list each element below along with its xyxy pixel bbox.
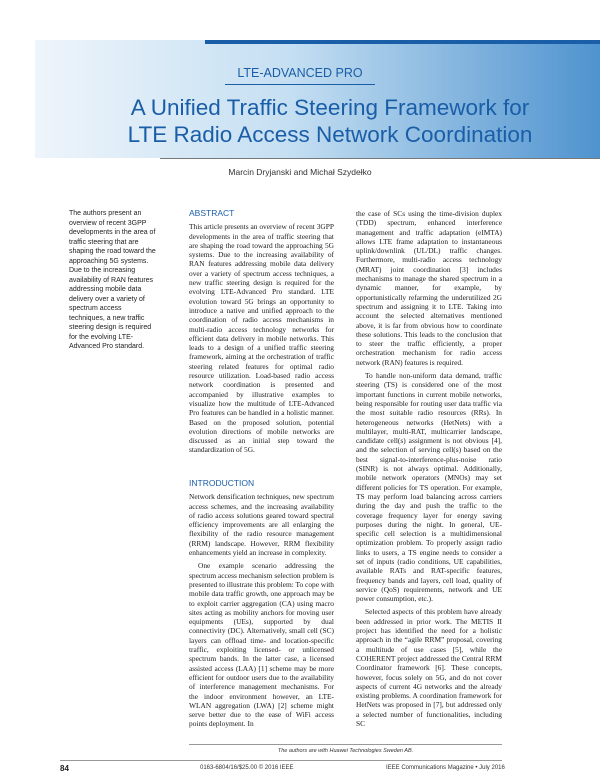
- title-line-1: A Unified Traffic Steering Framework for: [130, 95, 530, 120]
- page-number: 84: [60, 764, 69, 773]
- journal-info: IEEE Communications Magazine • July 2016: [386, 765, 505, 771]
- footnote-divider: [189, 744, 502, 745]
- section-underline: [225, 84, 375, 85]
- introduction-heading: INTRODUCTION: [189, 478, 255, 488]
- section-label-text: LTE-ADVANCED PRO: [237, 66, 363, 80]
- abstract-text: This article presents an overview of recent 3GPP developments in the area of traffic steering that are shaping the road toward the approaching 5G systems. Due to the increasing availability of RAN features addressing mobile data delivery over a variety of spectrum access techniques, a new traffic steering design is required for the evolving LTE-Advanced Pro standard. LTE evolution toward 5G brings an opportunity to introduce a native and unified approach to the coordination of radio access mechanisms in multi-radio access technology networks for efficient data delivery in mobile networks. This leads to a design of a unified traffic steering framework, aiming at the orchestration of traffic steering related features for optimal radio resource utilization. Load-based radio access network coordination is presented and accompanied by illustrative examples to visualize how the multitude of LTE-Advanced Pro features can be handled in a holistic manner. Based on the proposed solution, potential evolution directions of mobile networks are discussed as an initial step toward the standardization of 5G.: [189, 222, 334, 455]
- introduction-paragraph-1: Network densification techniques, new spectrum access schemes, and the increasing availability of radio access solutions geared toward spectral efficiency improvements are all enlarging the flexibility of the radio resource management (RRM) landscape. However, RRM flexibility enhancements yield an increase in complexity.: [189, 492, 334, 558]
- title-line-2: LTE Radio Access Network Coordination: [127, 122, 533, 147]
- section-label: [0, 66, 600, 85]
- right-column-paragraph-2: To handle non-uniform data demand, traffic steering (TS) is considered one of the most important functions in current mobile networks, being responsible for routing user data traffic via the most suitable radio resources (RRs). In heterogeneous networks (HetNets) with a multilayer, multi-RAT, multicarrier landscape, candidate cell(s) assignment is not obvious [4], and the selection of serving cell(s) based on the best signal-to-interference-plus-noise ratio (SINR) is not always optimal. Additionally, mobile network operators (MNOs) may set different policies for TS operation. For example, TS may perform load balancing across carriers during the day and push the traffic to the coverage frequency layer for energy saving purposes during the night. In general, UE-specific cell selection is a multidimensional optimization problem. To properly assign radio links to users, a TS engine needs to consider a set of inputs (radio conditions, UE capabilities, available RATs and RAT-specific features, frequency bands and layers, cell load, quality of service (QoS) requirements, network and UE power consumption, etc.).: [356, 371, 502, 604]
- footer-divider: [60, 760, 502, 761]
- abstract-heading: ABSTRACT: [189, 208, 235, 218]
- introduction-section: [189, 479, 334, 733]
- right-column: [356, 209, 502, 732]
- introduction-paragraph-2: One example scenario addressing the spectrum access mechanism selection problem is presented to illustrate this problem: To cope with mobile data traffic growth, one approach may be to exploit carrier aggregation (CA) using macro sites acting as mobility anchors for moving user equipments (UEs), supported by dual connectivity (DC). Alternatively, small cell (SC) layers can offload time- and location-specific traffic, exploiting licensed- or unlicensed spectrum bands. In the latter case, a licensed assisted access (LAA) [1] scheme may be more efficient for outdoor users due to the availability of interference management mechanisms. For the indoor environment however, an LTE-WLAN aggregation (LWA) [2] scheme might serve better due to the ease of WiFi access points deployment. In: [189, 561, 334, 729]
- header-accent-line: [205, 40, 600, 44]
- right-column-paragraph-3: Selected aspects of this problem have already been addressed in prior work. The METIS II project has identified the need for a holistic approach in the “agile RRM” proposal, covering a multitude of use cases [5], while the COHERENT project addressed the Central RRM Coordinator framework [6]. These concepts, however, focus solely on 5G, and do not cover aspects of current 4G networks and the already existing problems. A coordination framework for HetNets was proposed in [7], but addressed only a selected number of functionalities, including SC: [356, 607, 502, 729]
- abstract-section: [189, 209, 334, 459]
- copyright-notice: 0163-6804/16/$25.00 © 2016 IEEE: [200, 765, 294, 771]
- authors-line: Marcin Dryjanski and Michał Szydełko: [228, 167, 372, 177]
- article-title: [60, 94, 600, 148]
- author-affiliation-footnote: The authors are with Huawei Technologies Sweden AB.: [277, 748, 414, 754]
- right-column-paragraph-1: the case of SCs using the time-division duplex (TDD) spectrum, enhanced interference management and traffic adaptation (eIMTA) allows LTE frame adaptation to instantaneous uplink/downlink (UL/DL) traffic changes. Furthermore, multi-radio access technology (MRAT) joint coordination [3] includes mechanisms to manage the shared spectrum in a dynamic manner, for example, by opportunistically refarming the underutilized 2G spectrum and assigning it to LTE. Taking into account the selected alternatives mentioned above, it is far from obvious how to coordinate these solutions. This leads to the conclusion that to steer the traffic efficiently, a proper orchestration mechanism for radio access network (RAN) features is required.: [356, 209, 502, 367]
- sidebar-summary: The authors present an overview of recent 3GPP developments in the area of traffic steering that are shaping the road toward the approaching 5G systems. Due to the increasing availability of RAN features addressing mobile data delivery over a variety of spectrum access techniques, a new traffic steering design is required for the evolving LTE-Advanced Pro standard.: [69, 210, 156, 350]
- title-divider: [160, 158, 600, 159]
